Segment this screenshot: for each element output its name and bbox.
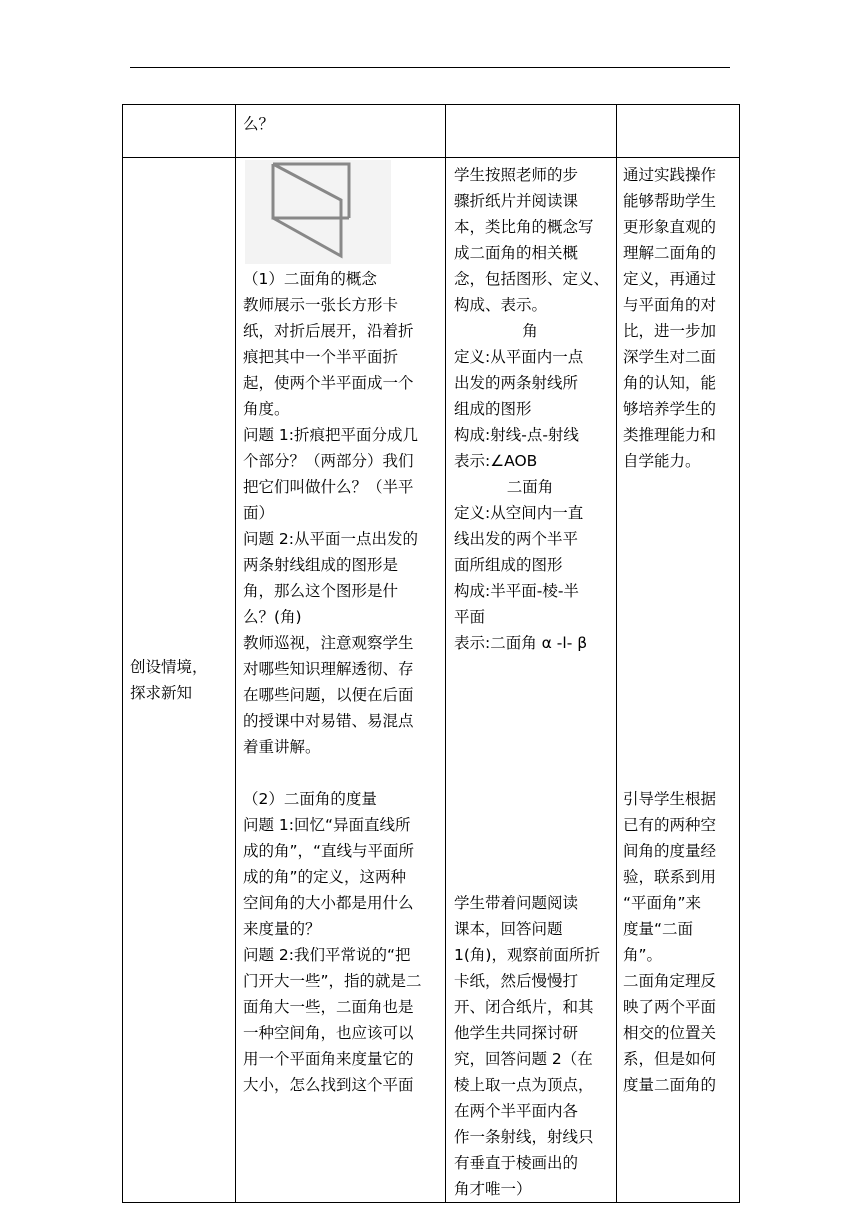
text-line: 究，回答问题 2（在: [454, 1050, 593, 1068]
text-line: 两条射线组成的图形是: [243, 556, 399, 574]
text-line: 映了两个平面: [623, 998, 717, 1016]
text-line: 构成、表示。: [454, 296, 548, 314]
folded-card-figure: [245, 160, 391, 264]
text-line: 角，那么这个图形是什: [243, 582, 399, 600]
text-line: 表示:∠AOB: [454, 452, 538, 470]
text-line: 开、闭合纸片，和其: [454, 998, 594, 1016]
text-line: 表示:二面角 α -l- β: [454, 634, 588, 652]
text-line: 比，进一步加: [623, 322, 717, 340]
text-line: 角的认知，能: [623, 374, 717, 392]
text-line: 作一条射线，射线只: [454, 1128, 594, 1146]
text-line: 大小，怎么找到这个平面: [243, 1076, 414, 1094]
text-line: （1）二面角的概念: [243, 270, 377, 288]
text-line: 自学能力。: [623, 452, 701, 470]
teacher-activity-cell: [236, 158, 446, 1203]
text-line: 已有的两种空: [623, 816, 717, 834]
text-line: 通过实践操作: [623, 166, 717, 184]
table-row: [123, 105, 740, 158]
text-line: 度量“二面: [623, 920, 694, 938]
text-line: 课本，回答问题: [454, 920, 563, 938]
header-rule: [130, 67, 730, 68]
text-line: 着重讲解。: [243, 738, 321, 756]
text-line: 相交的位置关: [623, 1024, 717, 1042]
text-line: 面所组成的图形: [454, 556, 563, 574]
lesson-plan-table: [122, 104, 740, 1203]
text-line: 问题 2:从平面一点出发的: [243, 530, 419, 548]
text-line: 成的角”，“直线与平面所: [243, 842, 415, 860]
text-line: 有垂直于棱画出的: [454, 1154, 579, 1172]
subheading-angle: 角: [522, 322, 538, 340]
text-line: 用一个平面角来度量它的: [243, 1050, 414, 1068]
text-line: 来度量的？: [243, 920, 321, 938]
text-line: 他学生共同探讨研: [454, 1024, 579, 1042]
section-cell: [123, 105, 236, 158]
text-line: 把它们叫做什么？（半平: [243, 478, 414, 496]
text-line: 定义，再通过: [623, 270, 717, 288]
text-line: 在两个半平面内各: [454, 1102, 579, 1120]
text-line: 成二面角的相关概: [454, 244, 579, 262]
text-line: 类推理能力和: [623, 426, 717, 444]
text-line: （2）二面角的度量: [243, 790, 377, 808]
spacer: [243, 760, 445, 786]
text-line: 的授课中对易错、易混点: [243, 712, 414, 730]
text-line: 念，包括图形、定义、: [454, 270, 610, 288]
text-line: 对哪些知识理解透彻、存: [243, 660, 414, 678]
text-line: 空间角的大小都是用什么: [243, 894, 414, 912]
section-label-line: 创设情境，: [130, 658, 208, 676]
spacer: [454, 656, 616, 890]
text-line: 构成:半平面-棱-半: [454, 582, 579, 600]
table-row: [123, 158, 740, 1203]
text-line: 能够帮助学生: [623, 192, 717, 210]
text-line: 么？(角): [243, 608, 302, 626]
section-label-cell: [123, 158, 236, 1203]
text-line: 面角大一些，二面角也是: [243, 998, 414, 1016]
text-line: 更形象直观的: [623, 218, 717, 236]
text-line: 二面角定理反: [623, 972, 717, 990]
text-line: 角”。: [623, 946, 663, 964]
spacer: [623, 474, 739, 786]
text-line: 么？: [243, 115, 275, 133]
text-line: 纸，对折后展开，沿着折: [243, 322, 414, 340]
text-line: 平面: [454, 608, 486, 626]
text-line: 出发的两条射线所: [454, 374, 579, 392]
subheading-dihedral-angle: 二面角: [506, 478, 554, 496]
text-line: 度量二面角的: [623, 1076, 717, 1094]
text-line: 卡纸，然后慢慢打: [454, 972, 579, 990]
text-line: 与平面角的对: [623, 296, 717, 314]
text-line: 问题 1:折痕把平面分成几: [243, 426, 419, 444]
student-activity-cell: [446, 158, 617, 1203]
text-line: 定义:从空间内一直: [454, 504, 584, 522]
text-line: 够培养学生的: [623, 400, 717, 418]
text-line: 棱上取一点为顶点，: [454, 1076, 594, 1094]
text-line: 组成的图形: [454, 400, 532, 418]
text-line: 在哪些问题，以便在后面: [243, 686, 414, 704]
text-line: 一种空间角，也应该可以: [243, 1024, 414, 1042]
text-line: 深学生对二面: [623, 348, 717, 366]
design-intent-cell: [617, 105, 740, 158]
text-line: 面）: [243, 504, 275, 522]
text-line: 系，但是如何: [623, 1050, 717, 1068]
text-line: 角才唯一）: [454, 1180, 532, 1198]
text-line: 引导学生根据: [623, 790, 717, 808]
text-line: 教师展示一张长方形卡: [243, 296, 399, 314]
text-line: 学生带着问题阅读: [454, 894, 579, 912]
text-line: 角度。: [243, 400, 290, 418]
text-line: 理解二面角的: [623, 244, 717, 262]
text-line: 验，联系到用: [623, 868, 717, 886]
text-line: 学生按照老师的步: [454, 166, 579, 184]
text-line: 问题 1:回忆“异面直线所: [243, 816, 411, 834]
text-line: 成的角”的定义，这两种: [243, 868, 407, 886]
text-line: 教师巡视，注意观察学生: [243, 634, 414, 652]
text-line: 本，类比角的概念写: [454, 218, 594, 236]
text-line: 间角的度量经: [623, 842, 717, 860]
text-line: 骤折纸片并阅读课: [454, 192, 579, 210]
student-activity-cell: [446, 105, 617, 158]
text-line: 门开大一些”，指的就是二: [243, 972, 422, 990]
text-line: 1(角)，观察前面所折: [454, 946, 600, 964]
text-line: 痕把其中一个半平面折: [243, 348, 399, 366]
text-line: 定义:从平面内一点: [454, 348, 584, 366]
design-intent-cell: [617, 158, 740, 1203]
teacher-activity-cell: [236, 105, 446, 158]
text-line: 问题 2:我们平常说的“把: [243, 946, 411, 964]
text-line: 起，使两个半平面成一个: [243, 374, 414, 392]
section-label-line: 探求新知: [130, 684, 193, 702]
text-line: 线出发的两个半平: [454, 530, 579, 548]
text-line: 个部分？（两部分）我们: [243, 452, 414, 470]
text-line: “平面角”来: [623, 894, 702, 912]
text-line: 构成:射线-点-射线: [454, 426, 579, 444]
